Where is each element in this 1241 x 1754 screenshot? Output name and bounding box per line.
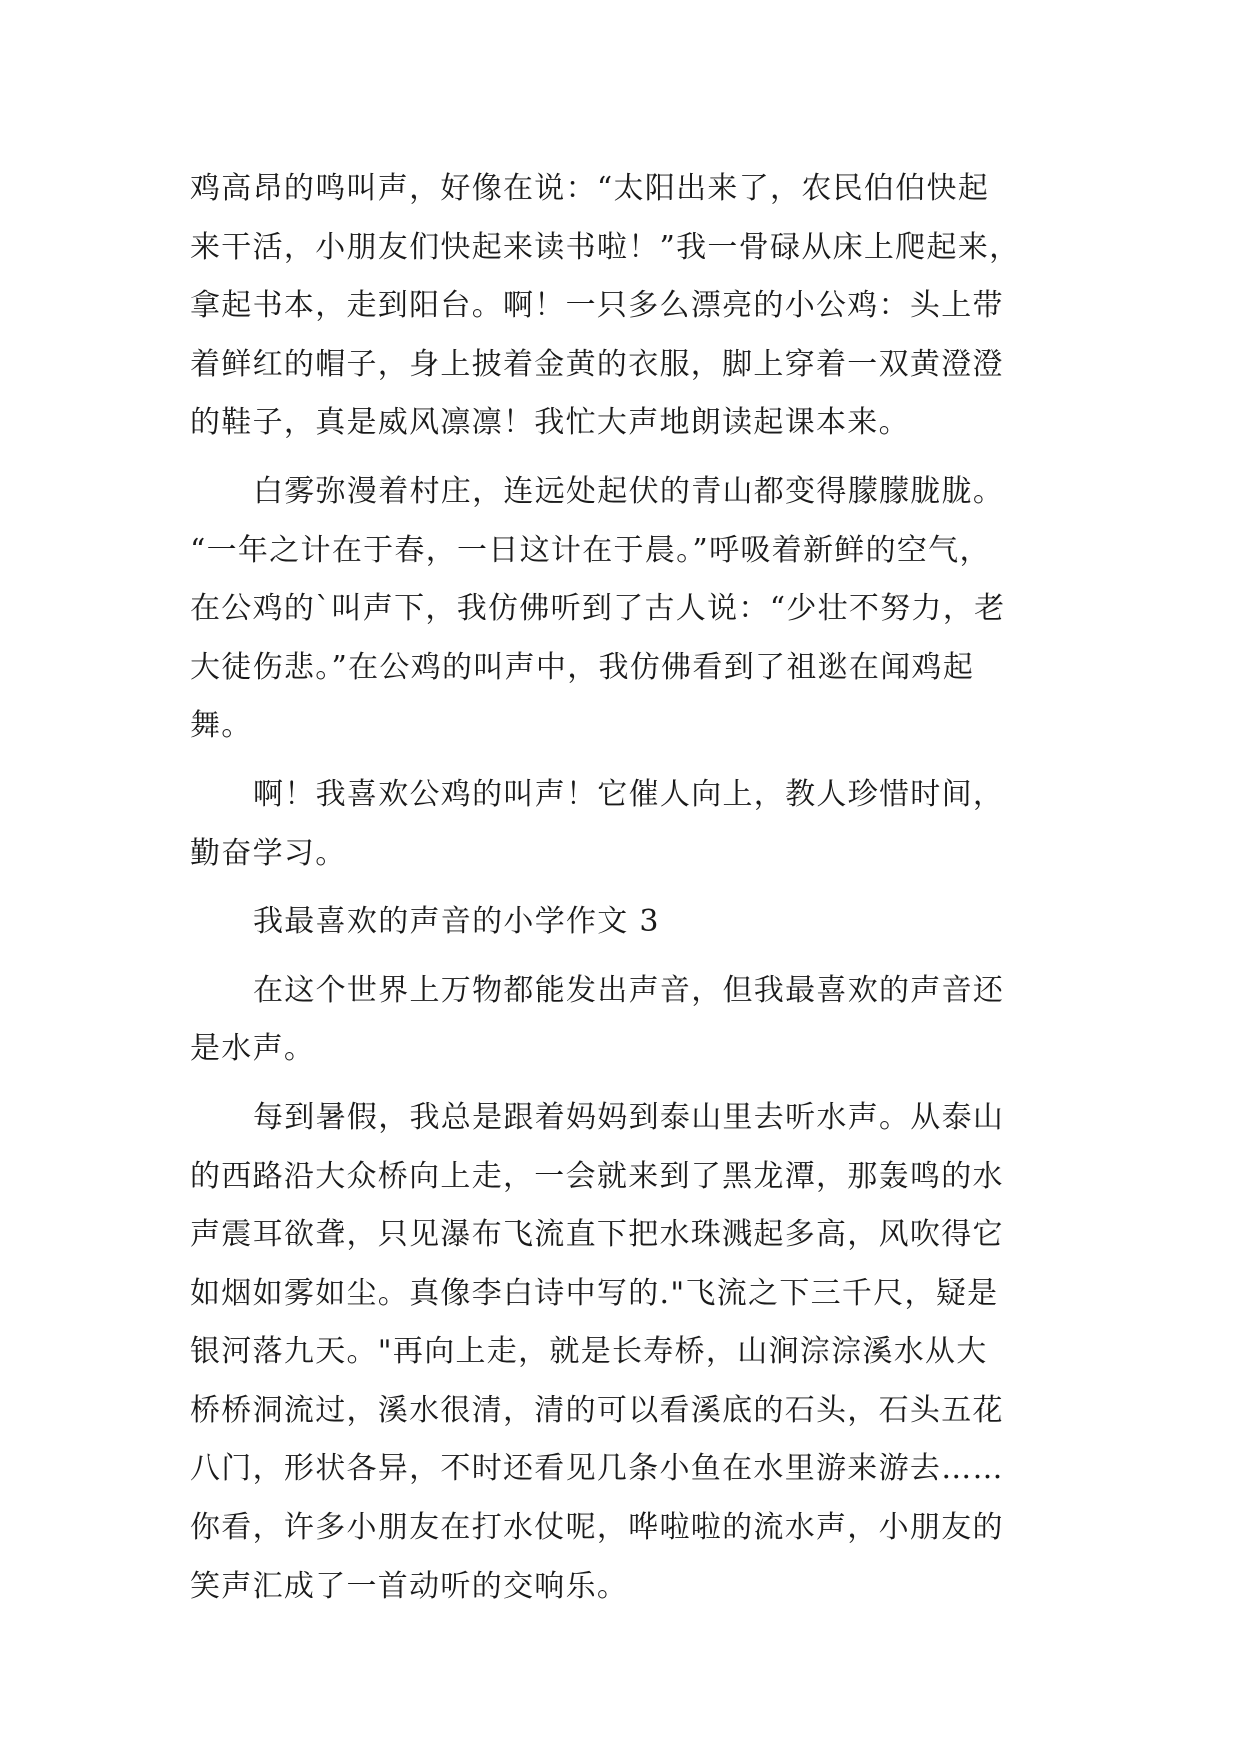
- text-line: 八门，形状各异，不时还看见几条小鱼在水里游来游去……: [190, 1451, 1004, 1487]
- paragraph-first-line: 白雾弥漫着村庄，连远处起伏的青山都变得朦朦胧胧。: [253, 473, 1005, 509]
- text-line: 来干活，小朋友们快起来读书啦！”我一骨碌从床上爬起来，: [190, 229, 1021, 265]
- paragraph-first-line: 我最喜欢的声音的小学作文 3: [253, 904, 660, 940]
- text-line: 鸡高昂的鸣叫声，好像在说：“太阳出来了，农民伯伯快起: [190, 171, 990, 206]
- paragraph-first-line: 啊！我喜欢公鸡的叫声！它催人向上，教人珍惜时间，: [253, 776, 1005, 812]
- text-line: 桥桥洞流过，溪水很清，清的可以看溪底的石头，石头五花: [190, 1392, 1004, 1428]
- paragraph-gap: [190, 952, 1050, 962]
- paragraph-gap: [190, 453, 1050, 463]
- text-line: 勤奋学习。: [190, 835, 347, 871]
- document-body: [190, 160, 1050, 1616]
- text-line: 笑声汇成了一首动听的交响乐。: [190, 1568, 629, 1604]
- text-line: 舞。: [190, 708, 253, 744]
- text-line: 的鞋子，真是威风凛凛！我忙大声地朗读起课本来。: [190, 405, 910, 441]
- text-line: 是水声。: [190, 1031, 316, 1067]
- text-line: 拿起书本，走到阳台。啊！一只多么漂亮的小公鸡：头上带: [190, 288, 1004, 324]
- paragraph-first-line: 在这个世界上万物都能发出声音，但我最喜欢的声音还: [253, 972, 1005, 1008]
- text-line: 着鲜红的帽子，身上披着金黄的衣服，脚上穿着一双黄澄澄: [190, 346, 1004, 382]
- text-line: 你看，许多小朋友在打水仗呢，哗啦啦的流水声，小朋友的: [190, 1510, 1004, 1546]
- paragraph-gap: [190, 883, 1050, 893]
- text-line: 声震耳欲聋，只见瀑布飞流直下把水珠溅起多高，风吹得它: [190, 1217, 1004, 1253]
- paragraph-first-line: 每到暑假，我总是跟着妈妈到泰山里去听水声。从泰山: [253, 1099, 1005, 1135]
- text-line: 如烟如雾如尘。真像李白诗中写的."飞流之下三千尺，疑是: [190, 1275, 999, 1311]
- text-line: “一年之计在于春，一日这计在于晨。”呼吸着新鲜的空气，: [190, 532, 991, 568]
- text-line: 大徒伤悲。”在公鸡的叫声中，我仿佛看到了祖逖在闻鸡起: [190, 649, 975, 685]
- paragraph-gap: [190, 756, 1050, 766]
- paragraph-gap: [190, 1079, 1050, 1089]
- text-line: 的西路沿大众桥向上走，一会就来到了黑龙潭，那轰鸣的水: [190, 1158, 1004, 1194]
- text-line: 在公鸡的`叫声下，我仿佛听到了古人说：“少壮不努力，老: [190, 591, 1006, 627]
- text-line: 银河落九天。"再向上走，就是长寿桥，山涧淙淙溪水从大: [190, 1334, 988, 1370]
